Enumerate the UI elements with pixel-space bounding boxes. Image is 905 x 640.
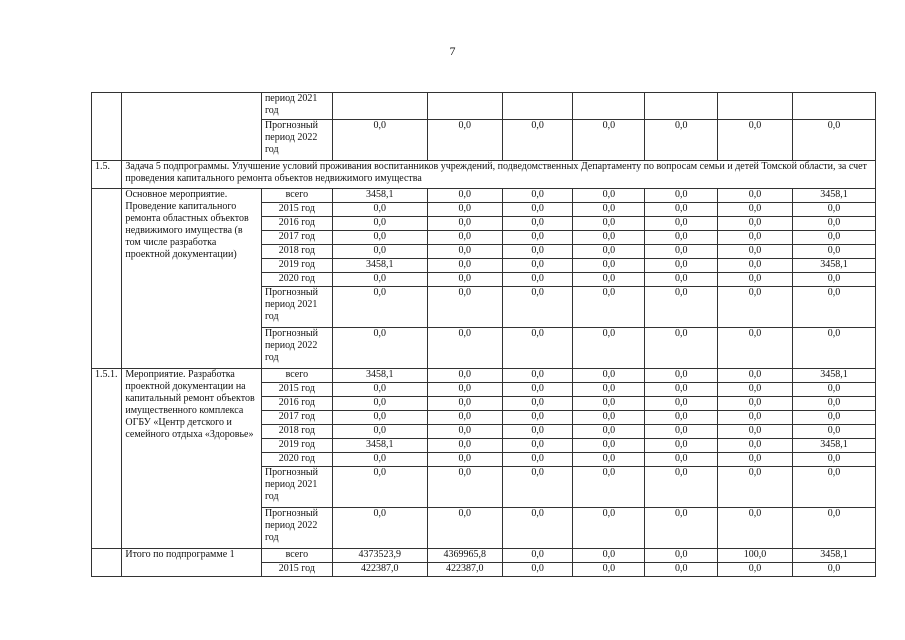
- value-cell: 0,0: [427, 217, 502, 231]
- value-cell: 0,0: [502, 411, 573, 425]
- value-cell: 0,0: [502, 245, 573, 259]
- value-cell: 0,0: [502, 328, 573, 369]
- value-cell: 0,0: [573, 425, 645, 439]
- value-cell: 3458,1: [332, 189, 427, 203]
- value-cell: 0,0: [792, 467, 875, 508]
- value-cell: 0,0: [573, 369, 645, 383]
- value-cell: 0,0: [332, 397, 427, 411]
- value-cell: 0,0: [718, 273, 793, 287]
- period-cell: всего: [261, 369, 332, 383]
- value-cell: 0,0: [573, 120, 645, 161]
- value-cell: 0,0: [792, 273, 875, 287]
- value-cell: 0,0: [792, 397, 875, 411]
- value-cell: 0,0: [502, 508, 573, 549]
- value-cell: 0,0: [645, 439, 718, 453]
- value-cell: 0,0: [427, 259, 502, 273]
- value-cell: 0,0: [645, 549, 718, 563]
- value-cell: 0,0: [427, 287, 502, 328]
- value-cell: 0,0: [502, 397, 573, 411]
- value-cell: 0,0: [645, 328, 718, 369]
- value-cell: 0,0: [427, 120, 502, 161]
- period-cell: Прогнозный период 2022 год: [261, 328, 332, 369]
- value-cell: 0,0: [332, 453, 427, 467]
- value-cell: 4369965,8: [427, 549, 502, 563]
- value-cell: 0,0: [573, 217, 645, 231]
- value-cell: 0,0: [502, 273, 573, 287]
- value-cell: 0,0: [792, 231, 875, 245]
- value-cell: 0,0: [792, 563, 875, 577]
- value-cell: 0,0: [427, 203, 502, 217]
- task-row: [92, 161, 876, 189]
- value-cell: 0,0: [718, 259, 793, 273]
- table-row: [92, 369, 876, 383]
- value-cell: 0,0: [792, 203, 875, 217]
- value-cell: 0,0: [645, 120, 718, 161]
- value-cell: 0,0: [792, 328, 875, 369]
- period-cell: 2016 год: [261, 397, 332, 411]
- page-number: 7: [449, 44, 456, 58]
- value-cell: [645, 93, 718, 120]
- activity-name: Мероприятие. Разработка проектной документации на капитальный ремонт объектов имущественного комплекса ОГБУ «Центр детского и семейного отдыха «Здоровье»: [122, 369, 262, 549]
- value-cell: 3458,1: [792, 549, 875, 563]
- value-cell: 0,0: [718, 411, 793, 425]
- task-text: Задача 5 подпрограммы. Улучшение условий проживания воспитанников учреждений, подведомственных Департаменту по вопросам семьи и детей Томской области, за счет проведения капитального ремонта объектов недвижимого имущества: [122, 161, 876, 189]
- value-cell: 0,0: [502, 549, 573, 563]
- value-cell: 0,0: [792, 245, 875, 259]
- value-cell: [718, 93, 793, 120]
- value-cell: 0,0: [502, 425, 573, 439]
- value-cell: 0,0: [792, 453, 875, 467]
- value-cell: 0,0: [502, 369, 573, 383]
- value-cell: 0,0: [792, 425, 875, 439]
- period-cell: 2019 год: [261, 259, 332, 273]
- period-cell: период 2021 год: [261, 93, 332, 120]
- value-cell: 0,0: [645, 217, 718, 231]
- value-cell: 0,0: [718, 203, 793, 217]
- value-cell: [573, 93, 645, 120]
- value-cell: 3458,1: [792, 189, 875, 203]
- activity-name: Основное мероприятие. Проведение капитального ремонта областных объектов недвижимого имущества (в том числе разработка проектной документации): [122, 189, 262, 369]
- value-cell: 0,0: [427, 189, 502, 203]
- value-cell: 0,0: [573, 273, 645, 287]
- value-cell: 0,0: [573, 383, 645, 397]
- activity-number: 1.5.1.: [92, 369, 122, 549]
- period-cell: Прогнозный период 2022 год: [261, 120, 332, 161]
- value-cell: 0,0: [645, 411, 718, 425]
- value-cell: 0,0: [427, 273, 502, 287]
- value-cell: 3458,1: [792, 259, 875, 273]
- value-cell: 3458,1: [792, 439, 875, 453]
- value-cell: 0,0: [332, 383, 427, 397]
- value-cell: 0,0: [718, 383, 793, 397]
- value-cell: 0,0: [645, 189, 718, 203]
- value-cell: 0,0: [502, 383, 573, 397]
- value-cell: 0,0: [573, 189, 645, 203]
- value-cell: 0,0: [427, 508, 502, 549]
- period-cell: 2016 год: [261, 217, 332, 231]
- value-cell: 0,0: [718, 287, 793, 328]
- value-cell: 0,0: [573, 203, 645, 217]
- value-cell: 0,0: [718, 439, 793, 453]
- value-cell: 0,0: [645, 369, 718, 383]
- period-cell: 2017 год: [261, 411, 332, 425]
- period-cell: 2019 год: [261, 439, 332, 453]
- value-cell: 0,0: [718, 397, 793, 411]
- value-cell: [427, 93, 502, 120]
- value-cell: 0,0: [427, 411, 502, 425]
- value-cell: 0,0: [718, 328, 793, 369]
- value-cell: 0,0: [718, 369, 793, 383]
- value-cell: 0,0: [573, 259, 645, 273]
- value-cell: 0,0: [427, 245, 502, 259]
- value-cell: 0,0: [427, 425, 502, 439]
- value-cell: 0,0: [718, 231, 793, 245]
- value-cell: [792, 93, 875, 120]
- value-cell: 0,0: [332, 425, 427, 439]
- period-cell: 2015 год: [261, 563, 332, 577]
- budget-table: [91, 92, 876, 577]
- value-cell: 0,0: [332, 411, 427, 425]
- table-row: [92, 549, 876, 563]
- value-cell: 0,0: [332, 231, 427, 245]
- period-cell: 2020 год: [261, 453, 332, 467]
- value-cell: 4373523,9: [332, 549, 427, 563]
- value-cell: 0,0: [427, 328, 502, 369]
- value-cell: 0,0: [427, 369, 502, 383]
- value-cell: 422387,0: [427, 563, 502, 577]
- value-cell: 0,0: [645, 397, 718, 411]
- value-cell: 0,0: [332, 508, 427, 549]
- value-cell: 0,0: [645, 383, 718, 397]
- value-cell: 0,0: [427, 467, 502, 508]
- value-cell: 0,0: [427, 231, 502, 245]
- value-cell: 0,0: [645, 231, 718, 245]
- value-cell: 0,0: [645, 467, 718, 508]
- value-cell: 0,0: [718, 508, 793, 549]
- value-cell: 0,0: [502, 287, 573, 328]
- value-cell: [502, 93, 573, 120]
- value-cell: 0,0: [502, 467, 573, 508]
- value-cell: 0,0: [645, 203, 718, 217]
- value-cell: 0,0: [645, 563, 718, 577]
- value-cell: 0,0: [573, 397, 645, 411]
- value-cell: 0,0: [718, 120, 793, 161]
- value-cell: 0,0: [573, 287, 645, 328]
- value-cell: 0,0: [332, 328, 427, 369]
- period-cell: Прогнозный период 2022 год: [261, 508, 332, 549]
- total-name: Итого по подпрограмме 1: [122, 549, 262, 577]
- value-cell: 0,0: [718, 467, 793, 508]
- value-cell: 0,0: [645, 245, 718, 259]
- period-cell: всего: [261, 549, 332, 563]
- value-cell: 0,0: [792, 217, 875, 231]
- value-cell: 0,0: [792, 287, 875, 328]
- value-cell: 0,0: [573, 439, 645, 453]
- value-cell: 0,0: [502, 231, 573, 245]
- value-cell: 0,0: [792, 120, 875, 161]
- value-cell: 0,0: [573, 231, 645, 245]
- value-cell: 100,0: [718, 549, 793, 563]
- activity-number: [92, 189, 122, 369]
- period-cell: Прогнозный период 2021 год: [261, 467, 332, 508]
- period-cell: 2015 год: [261, 383, 332, 397]
- value-cell: 0,0: [332, 120, 427, 161]
- period-cell: 2015 год: [261, 203, 332, 217]
- value-cell: 0,0: [573, 467, 645, 508]
- value-cell: 3458,1: [332, 259, 427, 273]
- value-cell: 0,0: [718, 245, 793, 259]
- period-cell: 2018 год: [261, 245, 332, 259]
- value-cell: 0,0: [332, 203, 427, 217]
- value-cell: 0,0: [332, 217, 427, 231]
- value-cell: 0,0: [427, 439, 502, 453]
- value-cell: 0,0: [427, 397, 502, 411]
- value-cell: 0,0: [332, 245, 427, 259]
- period-cell: 2017 год: [261, 231, 332, 245]
- period-cell: всего: [261, 189, 332, 203]
- value-cell: 0,0: [573, 328, 645, 369]
- value-cell: 0,0: [645, 453, 718, 467]
- value-cell: 0,0: [645, 273, 718, 287]
- value-cell: 0,0: [645, 259, 718, 273]
- value-cell: 0,0: [792, 383, 875, 397]
- value-cell: 0,0: [718, 189, 793, 203]
- value-cell: 0,0: [573, 411, 645, 425]
- period-cell: 2018 год: [261, 425, 332, 439]
- value-cell: 3458,1: [332, 369, 427, 383]
- value-cell: 0,0: [645, 508, 718, 549]
- value-cell: 0,0: [332, 467, 427, 508]
- value-cell: 422387,0: [332, 563, 427, 577]
- table-body: [92, 93, 876, 577]
- value-cell: 0,0: [718, 425, 793, 439]
- value-cell: 0,0: [573, 245, 645, 259]
- value-cell: 0,0: [502, 563, 573, 577]
- value-cell: 0,0: [645, 287, 718, 328]
- value-cell: 0,0: [427, 453, 502, 467]
- value-cell: 0,0: [332, 273, 427, 287]
- period-cell: Прогнозный период 2021 год: [261, 287, 332, 328]
- value-cell: 0,0: [332, 287, 427, 328]
- value-cell: 0,0: [502, 203, 573, 217]
- value-cell: 0,0: [573, 563, 645, 577]
- value-cell: 0,0: [718, 563, 793, 577]
- table-row: [92, 93, 876, 120]
- value-cell: 0,0: [573, 508, 645, 549]
- value-cell: 0,0: [573, 549, 645, 563]
- value-cell: 0,0: [427, 383, 502, 397]
- value-cell: 0,0: [792, 411, 875, 425]
- value-cell: 0,0: [502, 120, 573, 161]
- value-cell: 3458,1: [792, 369, 875, 383]
- value-cell: 0,0: [502, 259, 573, 273]
- task-number: 1.5.: [92, 161, 122, 189]
- value-cell: [332, 93, 427, 120]
- value-cell: 0,0: [718, 217, 793, 231]
- value-cell: 0,0: [502, 217, 573, 231]
- table-row: [92, 189, 876, 203]
- value-cell: 0,0: [718, 453, 793, 467]
- value-cell: 0,0: [573, 453, 645, 467]
- value-cell: 0,0: [792, 508, 875, 549]
- name-cell: [122, 93, 262, 161]
- value-cell: 0,0: [645, 425, 718, 439]
- value-cell: 0,0: [502, 453, 573, 467]
- value-cell: 0,0: [502, 439, 573, 453]
- total-number: [92, 549, 122, 577]
- number-cell: [92, 93, 122, 161]
- value-cell: 0,0: [502, 189, 573, 203]
- period-cell: 2020 год: [261, 273, 332, 287]
- value-cell: 3458,1: [332, 439, 427, 453]
